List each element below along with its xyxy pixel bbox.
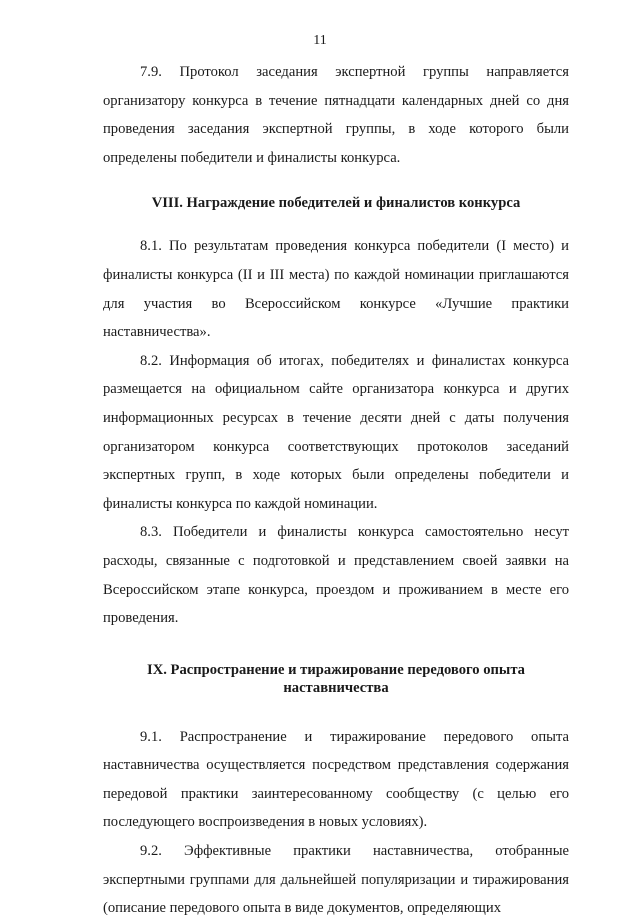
paragraph-9-2: 9.2. Эффективные практики наставничества, отобранные экспертными группами для дальнейшей популяризации и тиражирования (описание передового опыта в виде документов, определяющих xyxy=(103,843,569,917)
paragraph-9-1: 9.1. Распространение и тиражирование передового опыта наставничества осуществляется посредством представления содержания передовой практики заинтересованному сообществу (с целью его последующего воспроизведения в новых условиях). xyxy=(103,728,569,831)
paragraph-8-1: 8.1. По результатам проведения конкурса победители (I место) и финалисты конкурса (II и III места) по каждой номинации приглашаются для участия во Всероссийском конкурсе «Лучшие практики наставничества». xyxy=(103,238,569,341)
section-8-heading: VIII. Награждение победителей и финалистов конкурса xyxy=(151,195,521,212)
paragraph-8-3: 8.3. Победители и финалисты конкурса самостоятельно несут расходы, связанные с подготовкой и представлением своей заявки на Всероссийском этапе конкурса, проездом и проживанием в месте его проведения. xyxy=(103,524,569,627)
page-number: 11 xyxy=(313,33,327,48)
page-content xyxy=(103,58,569,923)
section-9-heading: IX. Распространение и тиражирование передового опыта наставничества xyxy=(147,661,525,696)
paragraph-8-2: 8.2. Информация об итогах, победителях и финалистах конкурса размещается на официальном сайте организатора конкурса и других информационных ресурсах в течение десяти дней с даты получения организатором конкурса соответствующих протоколов заседаний экспертных групп, в ходе которых были определены победители и финалисты конкурса по каждой номинации. xyxy=(103,352,569,512)
paragraph-7-9: 7.9. Протокол заседания экспертной группы направляется организатору конкурса в течение пятнадцати календарных дней со дня проведения заседания экспертной группы, в ходе которого были определены победители и финалисты конкурса. xyxy=(103,64,569,166)
